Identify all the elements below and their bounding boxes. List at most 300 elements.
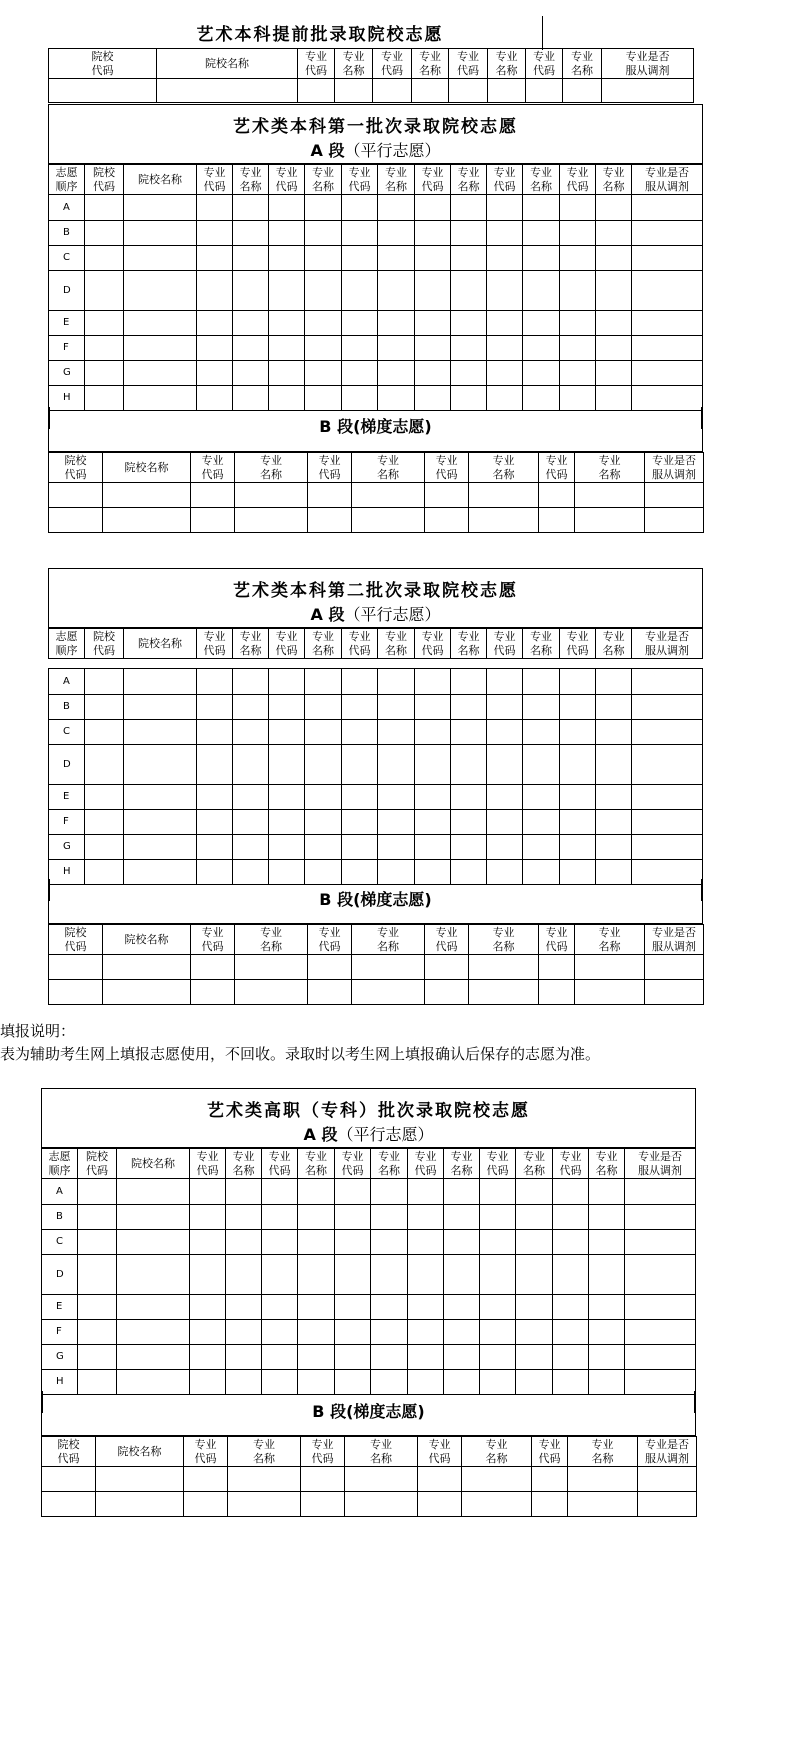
input-cell[interactable]: [78, 1370, 117, 1395]
input-cell[interactable]: [269, 785, 305, 810]
input-cell[interactable]: [480, 1295, 516, 1320]
input-cell[interactable]: [342, 311, 378, 336]
input-cell[interactable]: [589, 1345, 625, 1370]
input-cell[interactable]: [632, 246, 703, 271]
input-cell[interactable]: [560, 336, 596, 361]
input-cell[interactable]: [596, 246, 632, 271]
input-cell[interactable]: [301, 1467, 345, 1492]
input-cell[interactable]: [269, 336, 305, 361]
input-cell[interactable]: [298, 1255, 335, 1295]
input-cell[interactable]: [117, 1255, 190, 1295]
input-cell[interactable]: [532, 1492, 568, 1517]
input-cell[interactable]: [469, 955, 539, 980]
input-cell[interactable]: [233, 271, 269, 311]
input-cell[interactable]: [553, 1230, 589, 1255]
input-cell[interactable]: [451, 835, 487, 860]
input-cell[interactable]: [451, 336, 487, 361]
input-cell[interactable]: [487, 785, 523, 810]
input-cell[interactable]: [305, 835, 342, 860]
input-cell[interactable]: [563, 79, 602, 103]
input-cell[interactable]: [378, 785, 415, 810]
input-cell[interactable]: [85, 810, 124, 835]
input-cell[interactable]: [487, 246, 523, 271]
input-cell[interactable]: [378, 195, 415, 221]
input-cell[interactable]: [269, 246, 305, 271]
input-cell[interactable]: [408, 1295, 444, 1320]
input-cell[interactable]: [488, 79, 526, 103]
input-cell[interactable]: [124, 695, 197, 720]
input-cell[interactable]: [480, 1255, 516, 1295]
input-cell[interactable]: [197, 695, 233, 720]
input-cell[interactable]: [262, 1345, 298, 1370]
input-cell[interactable]: [632, 311, 703, 336]
input-cell[interactable]: [415, 669, 451, 695]
input-cell[interactable]: [560, 860, 596, 885]
input-cell[interactable]: [233, 195, 269, 221]
input-cell[interactable]: [262, 1295, 298, 1320]
input-cell[interactable]: [269, 221, 305, 246]
input-cell[interactable]: [371, 1345, 408, 1370]
input-cell[interactable]: [191, 508, 235, 533]
input-cell[interactable]: [124, 669, 197, 695]
input-cell[interactable]: [523, 336, 560, 361]
input-cell[interactable]: [124, 361, 197, 386]
input-cell[interactable]: [342, 860, 378, 885]
input-cell[interactable]: [539, 508, 575, 533]
input-cell[interactable]: [342, 720, 378, 745]
input-cell[interactable]: [560, 835, 596, 860]
input-cell[interactable]: [197, 336, 233, 361]
input-cell[interactable]: [335, 79, 373, 103]
input-cell[interactable]: [191, 483, 235, 508]
input-cell[interactable]: [575, 980, 645, 1005]
input-cell[interactable]: [462, 1492, 532, 1517]
input-cell[interactable]: [233, 221, 269, 246]
input-cell[interactable]: [451, 695, 487, 720]
input-cell[interactable]: [451, 311, 487, 336]
input-cell[interactable]: [308, 955, 352, 980]
input-cell[interactable]: [415, 386, 451, 411]
input-cell[interactable]: [191, 980, 235, 1005]
input-cell[interactable]: [632, 361, 703, 386]
input-cell[interactable]: [305, 810, 342, 835]
input-cell[interactable]: [408, 1255, 444, 1295]
input-cell[interactable]: [305, 745, 342, 785]
input-cell[interactable]: [269, 835, 305, 860]
input-cell[interactable]: [233, 361, 269, 386]
input-cell[interactable]: [233, 386, 269, 411]
input-cell[interactable]: [632, 271, 703, 311]
input-cell[interactable]: [233, 785, 269, 810]
input-cell[interactable]: [516, 1230, 553, 1255]
input-cell[interactable]: [342, 669, 378, 695]
input-cell[interactable]: [85, 271, 124, 311]
input-cell[interactable]: [487, 361, 523, 386]
input-cell[interactable]: [298, 1320, 335, 1345]
input-cell[interactable]: [645, 483, 704, 508]
input-cell[interactable]: [308, 980, 352, 1005]
input-cell[interactable]: [632, 860, 703, 885]
input-cell[interactable]: [233, 311, 269, 336]
input-cell[interactable]: [197, 810, 233, 835]
input-cell[interactable]: [553, 1345, 589, 1370]
input-cell[interactable]: [305, 720, 342, 745]
input-cell[interactable]: [335, 1345, 371, 1370]
input-cell[interactable]: [85, 311, 124, 336]
input-cell[interactable]: [523, 221, 560, 246]
input-cell[interactable]: [632, 695, 703, 720]
input-cell[interactable]: [632, 835, 703, 860]
input-cell[interactable]: [197, 271, 233, 311]
input-cell[interactable]: [228, 1492, 301, 1517]
input-cell[interactable]: [197, 361, 233, 386]
input-cell[interactable]: [235, 508, 308, 533]
input-cell[interactable]: [451, 361, 487, 386]
input-cell[interactable]: [124, 810, 197, 835]
input-cell[interactable]: [625, 1230, 696, 1255]
input-cell[interactable]: [305, 695, 342, 720]
input-cell[interactable]: [523, 386, 560, 411]
input-cell[interactable]: [425, 980, 469, 1005]
input-cell[interactable]: [378, 669, 415, 695]
input-cell[interactable]: [262, 1320, 298, 1345]
input-cell[interactable]: [269, 860, 305, 885]
input-cell[interactable]: [124, 246, 197, 271]
input-cell[interactable]: [451, 669, 487, 695]
input-cell[interactable]: [378, 246, 415, 271]
input-cell[interactable]: [197, 720, 233, 745]
input-cell[interactable]: [589, 1230, 625, 1255]
input-cell[interactable]: [233, 720, 269, 745]
input-cell[interactable]: [632, 785, 703, 810]
input-cell[interactable]: [197, 785, 233, 810]
input-cell[interactable]: [305, 860, 342, 885]
input-cell[interactable]: [233, 835, 269, 860]
input-cell[interactable]: [226, 1345, 262, 1370]
input-cell[interactable]: [444, 1295, 480, 1320]
input-cell[interactable]: [371, 1230, 408, 1255]
input-cell[interactable]: [103, 980, 191, 1005]
input-cell[interactable]: [575, 955, 645, 980]
input-cell[interactable]: [516, 1295, 553, 1320]
input-cell[interactable]: [526, 79, 563, 103]
input-cell[interactable]: [560, 810, 596, 835]
input-cell[interactable]: [415, 271, 451, 311]
input-cell[interactable]: [632, 195, 703, 221]
input-cell[interactable]: [632, 745, 703, 785]
input-cell[interactable]: [553, 1205, 589, 1230]
input-cell[interactable]: [335, 1230, 371, 1255]
input-cell[interactable]: [378, 745, 415, 785]
input-cell[interactable]: [560, 669, 596, 695]
input-cell[interactable]: [596, 361, 632, 386]
input-cell[interactable]: [342, 695, 378, 720]
input-cell[interactable]: [85, 785, 124, 810]
input-cell[interactable]: [305, 246, 342, 271]
input-cell[interactable]: [444, 1255, 480, 1295]
input-cell[interactable]: [226, 1205, 262, 1230]
input-cell[interactable]: [298, 79, 335, 103]
input-cell[interactable]: [78, 1345, 117, 1370]
input-cell[interactable]: [117, 1179, 190, 1205]
input-cell[interactable]: [103, 483, 191, 508]
input-cell[interactable]: [228, 1467, 301, 1492]
input-cell[interactable]: [469, 483, 539, 508]
input-cell[interactable]: [444, 1205, 480, 1230]
input-cell[interactable]: [596, 835, 632, 860]
input-cell[interactable]: [269, 720, 305, 745]
input-cell[interactable]: [480, 1370, 516, 1395]
input-cell[interactable]: [444, 1230, 480, 1255]
input-cell[interactable]: [233, 860, 269, 885]
input-cell[interactable]: [415, 860, 451, 885]
input-cell[interactable]: [638, 1467, 697, 1492]
input-cell[interactable]: [124, 835, 197, 860]
input-cell[interactable]: [345, 1492, 418, 1517]
input-cell[interactable]: [305, 221, 342, 246]
input-cell[interactable]: [197, 311, 233, 336]
input-cell[interactable]: [625, 1179, 696, 1205]
input-cell[interactable]: [560, 195, 596, 221]
input-cell[interactable]: [117, 1345, 190, 1370]
input-cell[interactable]: [269, 745, 305, 785]
input-cell[interactable]: [523, 271, 560, 311]
input-cell[interactable]: [305, 195, 342, 221]
input-cell[interactable]: [190, 1320, 226, 1345]
input-cell[interactable]: [308, 508, 352, 533]
input-cell[interactable]: [305, 669, 342, 695]
input-cell[interactable]: [451, 785, 487, 810]
input-cell[interactable]: [516, 1205, 553, 1230]
input-cell[interactable]: [342, 246, 378, 271]
input-cell[interactable]: [342, 221, 378, 246]
input-cell[interactable]: [451, 195, 487, 221]
input-cell[interactable]: [42, 1467, 96, 1492]
input-cell[interactable]: [632, 386, 703, 411]
input-cell[interactable]: [425, 508, 469, 533]
input-cell[interactable]: [197, 745, 233, 785]
input-cell[interactable]: [96, 1492, 184, 1517]
input-cell[interactable]: [625, 1345, 696, 1370]
input-cell[interactable]: [596, 669, 632, 695]
input-cell[interactable]: [305, 336, 342, 361]
input-cell[interactable]: [78, 1179, 117, 1205]
input-cell[interactable]: [645, 980, 704, 1005]
input-cell[interactable]: [415, 311, 451, 336]
input-cell[interactable]: [451, 745, 487, 785]
input-cell[interactable]: [197, 195, 233, 221]
input-cell[interactable]: [117, 1295, 190, 1320]
input-cell[interactable]: [96, 1467, 184, 1492]
input-cell[interactable]: [553, 1370, 589, 1395]
input-cell[interactable]: [371, 1205, 408, 1230]
input-cell[interactable]: [480, 1179, 516, 1205]
input-cell[interactable]: [378, 336, 415, 361]
input-cell[interactable]: [451, 860, 487, 885]
input-cell[interactable]: [632, 221, 703, 246]
input-cell[interactable]: [408, 1179, 444, 1205]
input-cell[interactable]: [305, 271, 342, 311]
input-cell[interactable]: [415, 720, 451, 745]
input-cell[interactable]: [596, 336, 632, 361]
input-cell[interactable]: [589, 1179, 625, 1205]
input-cell[interactable]: [487, 835, 523, 860]
input-cell[interactable]: [589, 1255, 625, 1295]
input-cell[interactable]: [352, 483, 425, 508]
input-cell[interactable]: [49, 955, 103, 980]
input-cell[interactable]: [233, 745, 269, 785]
input-cell[interactable]: [378, 810, 415, 835]
input-cell[interactable]: [345, 1467, 418, 1492]
input-cell[interactable]: [451, 720, 487, 745]
input-cell[interactable]: [124, 311, 197, 336]
input-cell[interactable]: [415, 361, 451, 386]
input-cell[interactable]: [444, 1179, 480, 1205]
input-cell[interactable]: [469, 508, 539, 533]
input-cell[interactable]: [596, 271, 632, 311]
input-cell[interactable]: [262, 1255, 298, 1295]
input-cell[interactable]: [596, 311, 632, 336]
input-cell[interactable]: [269, 271, 305, 311]
input-cell[interactable]: [378, 311, 415, 336]
input-cell[interactable]: [85, 720, 124, 745]
input-cell[interactable]: [523, 745, 560, 785]
input-cell[interactable]: [262, 1205, 298, 1230]
input-cell[interactable]: [103, 508, 191, 533]
input-cell[interactable]: [124, 221, 197, 246]
input-cell[interactable]: [305, 386, 342, 411]
input-cell[interactable]: [49, 79, 157, 103]
input-cell[interactable]: [596, 720, 632, 745]
input-cell[interactable]: [298, 1205, 335, 1230]
input-cell[interactable]: [625, 1295, 696, 1320]
input-cell[interactable]: [226, 1295, 262, 1320]
input-cell[interactable]: [487, 720, 523, 745]
input-cell[interactable]: [335, 1205, 371, 1230]
input-cell[interactable]: [575, 508, 645, 533]
input-cell[interactable]: [197, 669, 233, 695]
input-cell[interactable]: [480, 1230, 516, 1255]
input-cell[interactable]: [305, 785, 342, 810]
input-cell[interactable]: [269, 386, 305, 411]
input-cell[interactable]: [632, 669, 703, 695]
input-cell[interactable]: [523, 785, 560, 810]
input-cell[interactable]: [85, 246, 124, 271]
input-cell[interactable]: [85, 361, 124, 386]
input-cell[interactable]: [226, 1230, 262, 1255]
input-cell[interactable]: [269, 669, 305, 695]
input-cell[interactable]: [589, 1320, 625, 1345]
input-cell[interactable]: [124, 195, 197, 221]
input-cell[interactable]: [49, 483, 103, 508]
input-cell[interactable]: [523, 361, 560, 386]
input-cell[interactable]: [233, 246, 269, 271]
input-cell[interactable]: [539, 980, 575, 1005]
input-cell[interactable]: [602, 79, 694, 103]
input-cell[interactable]: [378, 835, 415, 860]
input-cell[interactable]: [408, 1345, 444, 1370]
input-cell[interactable]: [553, 1295, 589, 1320]
input-cell[interactable]: [408, 1370, 444, 1395]
input-cell[interactable]: [560, 221, 596, 246]
input-cell[interactable]: [415, 221, 451, 246]
input-cell[interactable]: [553, 1320, 589, 1345]
input-cell[interactable]: [226, 1179, 262, 1205]
input-cell[interactable]: [625, 1205, 696, 1230]
input-cell[interactable]: [596, 386, 632, 411]
input-cell[interactable]: [342, 386, 378, 411]
input-cell[interactable]: [298, 1345, 335, 1370]
input-cell[interactable]: [589, 1370, 625, 1395]
input-cell[interactable]: [342, 745, 378, 785]
input-cell[interactable]: [342, 336, 378, 361]
input-cell[interactable]: [415, 336, 451, 361]
input-cell[interactable]: [235, 980, 308, 1005]
input-cell[interactable]: [418, 1492, 462, 1517]
input-cell[interactable]: [124, 386, 197, 411]
input-cell[interactable]: [197, 386, 233, 411]
input-cell[interactable]: [226, 1320, 262, 1345]
input-cell[interactable]: [378, 361, 415, 386]
input-cell[interactable]: [335, 1320, 371, 1345]
input-cell[interactable]: [190, 1179, 226, 1205]
input-cell[interactable]: [487, 386, 523, 411]
input-cell[interactable]: [487, 669, 523, 695]
input-cell[interactable]: [589, 1295, 625, 1320]
input-cell[interactable]: [190, 1295, 226, 1320]
input-cell[interactable]: [568, 1492, 638, 1517]
input-cell[interactable]: [444, 1320, 480, 1345]
input-cell[interactable]: [378, 386, 415, 411]
input-cell[interactable]: [451, 386, 487, 411]
input-cell[interactable]: [487, 221, 523, 246]
input-cell[interactable]: [469, 980, 539, 1005]
input-cell[interactable]: [412, 79, 449, 103]
input-cell[interactable]: [487, 336, 523, 361]
input-cell[interactable]: [523, 835, 560, 860]
input-cell[interactable]: [553, 1255, 589, 1295]
input-cell[interactable]: [560, 246, 596, 271]
input-cell[interactable]: [190, 1205, 226, 1230]
input-cell[interactable]: [523, 669, 560, 695]
input-cell[interactable]: [197, 246, 233, 271]
input-cell[interactable]: [117, 1230, 190, 1255]
input-cell[interactable]: [560, 311, 596, 336]
input-cell[interactable]: [462, 1467, 532, 1492]
input-cell[interactable]: [415, 745, 451, 785]
input-cell[interactable]: [117, 1320, 190, 1345]
input-cell[interactable]: [596, 221, 632, 246]
input-cell[interactable]: [451, 271, 487, 311]
input-cell[interactable]: [625, 1320, 696, 1345]
input-cell[interactable]: [184, 1492, 228, 1517]
input-cell[interactable]: [560, 361, 596, 386]
input-cell[interactable]: [625, 1370, 696, 1395]
input-cell[interactable]: [85, 695, 124, 720]
input-cell[interactable]: [124, 271, 197, 311]
input-cell[interactable]: [487, 860, 523, 885]
input-cell[interactable]: [516, 1255, 553, 1295]
input-cell[interactable]: [415, 785, 451, 810]
input-cell[interactable]: [117, 1370, 190, 1395]
input-cell[interactable]: [451, 810, 487, 835]
input-cell[interactable]: [539, 955, 575, 980]
input-cell[interactable]: [124, 785, 197, 810]
input-cell[interactable]: [596, 195, 632, 221]
input-cell[interactable]: [342, 810, 378, 835]
input-cell[interactable]: [298, 1370, 335, 1395]
input-cell[interactable]: [560, 785, 596, 810]
